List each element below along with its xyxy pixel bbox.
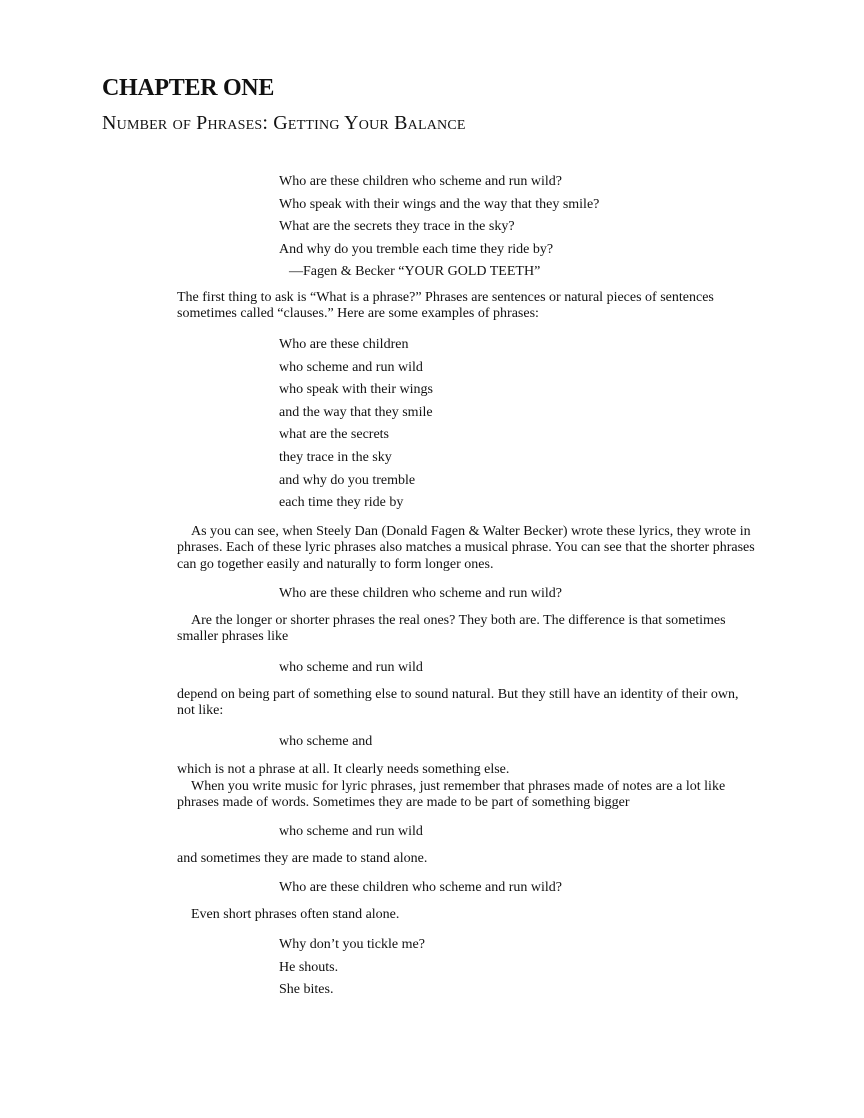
short-phrase: She bites.: [279, 982, 334, 998]
phrase-example: each time they ride by: [279, 495, 404, 511]
paragraph: Are the longer or shorter phrases the real ones? They both are. The difference is that sometimes smaller phrases like: [177, 613, 726, 645]
short-phrase: Why don’t you tickle me?: [279, 937, 425, 952]
phrase-example-list: [279, 334, 433, 515]
example-phrase: Who are these children who scheme and run wild?: [279, 586, 563, 601]
epigraph: [279, 171, 599, 284]
short-phrase-list: [279, 934, 425, 1002]
chapter-title: CHAPTER ONE: [102, 75, 275, 101]
phrase-example: Who are these children: [279, 337, 409, 352]
example-phrase: Who are these children who scheme and run wild?: [279, 880, 563, 895]
paragraph: When you write music for lyric phrases, just remember that phrases made of notes are a lot like phrases made of words. Sometimes they are made to be part of something bigger: [177, 779, 726, 811]
example-phrase: who scheme and run wild: [279, 824, 423, 839]
paragraph: As you can see, when Steely Dan (Donald Fagen & Walter Becker) wrote these lyrics, they wrote in phrases. Each of these lyric phrases also matches a musical phrase. You can see that the shorter phrases can go together easily and naturally to form longer ones.: [177, 524, 755, 572]
epigraph-line: And why do you tremble each time they ride by?: [279, 241, 554, 257]
short-phrase: He shouts.: [279, 959, 339, 975]
epigraph-line: Who are these children who scheme and run wild?: [279, 174, 563, 189]
epigraph-line: Who speak with their wings and the way that they smile?: [279, 196, 600, 212]
paragraph: and sometimes they are made to stand alone.: [177, 851, 428, 866]
paragraph: which is not a phrase at all. It clearly needs something else.: [177, 762, 510, 777]
example-phrase: who scheme and run wild: [279, 660, 423, 675]
paragraph: The first thing to ask is “What is a phrase?” Phrases are sentences or natural pieces of sentences sometimes called “clauses.” Here are some examples of phrases:: [177, 290, 714, 322]
phrase-example: who scheme and run wild: [279, 359, 423, 375]
phrase-example: they trace in the sky: [279, 449, 392, 465]
phrase-example: what are the secrets: [279, 427, 389, 443]
phrase-example: who speak with their wings: [279, 382, 433, 398]
epigraph-line: What are the secrets they trace in the sky?: [279, 219, 515, 235]
phrase-example: and why do you tremble: [279, 472, 416, 488]
paragraph: Even short phrases often stand alone.: [191, 907, 400, 922]
paragraph: depend on being part of something else to sound natural. But they still have an identity of their own, not like:: [177, 687, 739, 719]
example-phrase: who scheme and: [279, 734, 373, 749]
phrase-example: and the way that they smile: [279, 404, 433, 420]
epigraph-attribution: —Fagen & Becker “YOUR GOLD TEETH”: [289, 264, 541, 280]
chapter-subtitle: Number of Phrases: Getting Your Balance: [102, 112, 466, 134]
